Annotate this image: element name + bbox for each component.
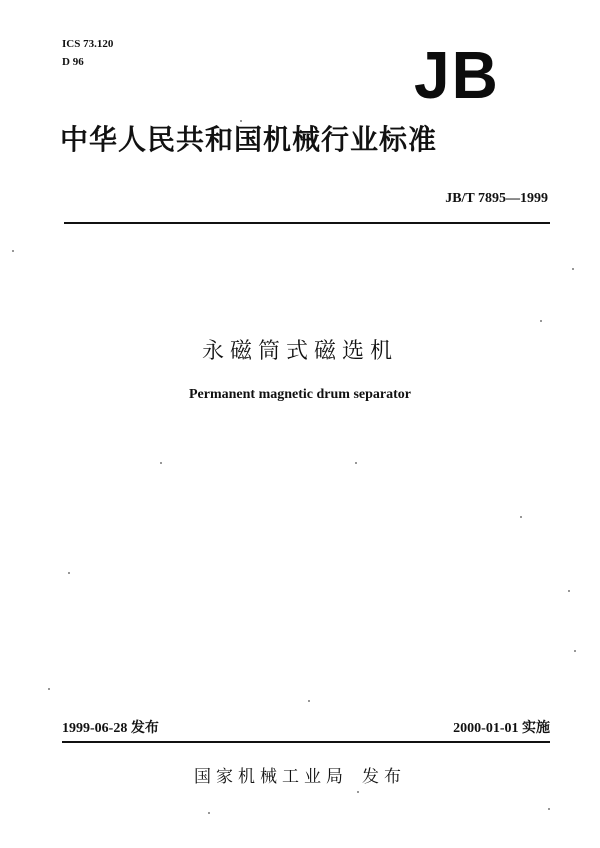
scan-speck xyxy=(355,462,357,464)
scan-speck xyxy=(568,590,570,592)
publisher-line xyxy=(0,766,600,788)
scan-speck xyxy=(240,120,242,122)
ics-code: ICS 73.120 xyxy=(62,38,114,50)
scan-speck xyxy=(12,250,14,252)
issue-date-line xyxy=(62,720,159,738)
scan-speck xyxy=(540,320,542,322)
document-title-chinese: 永磁筒式磁选机 xyxy=(201,339,398,364)
scan-speck xyxy=(357,791,359,793)
standard-number: JB/T 7895—1999 xyxy=(445,191,548,206)
scan-speck xyxy=(160,462,162,464)
issue-label: 发布 xyxy=(130,721,159,736)
implementation-date: 2000-01-01 xyxy=(453,721,519,736)
publisher-action: 发布 xyxy=(362,767,406,787)
header-divider xyxy=(64,222,550,224)
scan-speck xyxy=(68,572,70,574)
scan-speck xyxy=(308,700,310,702)
implementation-label: 实施 xyxy=(522,721,550,736)
scan-speck xyxy=(48,688,50,690)
implementation-date-line xyxy=(380,720,550,738)
scan-speck xyxy=(574,650,576,652)
document-title-english: Permanent magnetic drum separator xyxy=(188,387,411,402)
footer-divider xyxy=(62,741,550,743)
scan-speck xyxy=(208,812,210,814)
standard-body-title: 中华人民共和国机械行业标准 xyxy=(60,123,438,156)
scan-speck xyxy=(520,516,522,518)
issue-date: 1999-06-28 xyxy=(62,721,128,736)
classification-code: D 96 xyxy=(62,56,84,68)
scan-speck xyxy=(572,268,574,270)
jb-logo: JB xyxy=(414,37,500,113)
scan-speck xyxy=(548,808,550,810)
publisher-name: 国家机械工业局 xyxy=(194,767,348,787)
